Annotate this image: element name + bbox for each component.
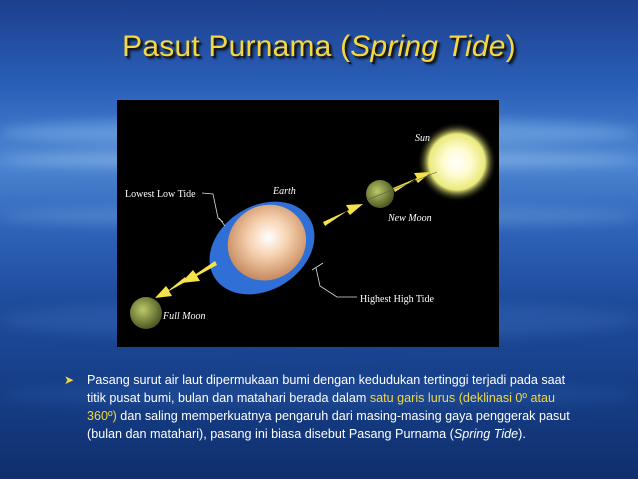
highlighted-text: satu garis lurus (deklinasi 0º atau 360º)	[87, 391, 556, 423]
full-moon-icon	[130, 297, 162, 329]
title-text: Pasut Purnama (	[122, 30, 351, 63]
sun-label: Sun	[415, 133, 430, 144]
text-part-1: Pasang surut air laut dipermukaan bumi dengan kedudukan tertinggi terjadi pada saat titik pusat bumi, bulan dan matahari berada dalam	[87, 373, 566, 405]
highest-high-tide-label: Highest High Tide	[360, 294, 434, 305]
earth-icon	[192, 183, 331, 314]
lowest-low-tide-label: Lowest Low Tide	[125, 189, 196, 200]
new-moon-label: New Moon	[388, 213, 432, 224]
earth-label: Earth	[273, 186, 296, 197]
tide-marker	[312, 263, 323, 270]
paragraph-text	[87, 371, 578, 443]
slide-title	[0, 30, 638, 64]
text-part-2: dan saling memperkuatnya pengaruh dari masing-masing gaya penggerak pasut (bulan dan matahari), pasang ini biasa disebut Pasang Purnama (	[87, 409, 570, 441]
text-part-3: ).	[518, 427, 526, 441]
title-close: )	[505, 30, 516, 63]
tide-marker	[219, 218, 225, 226]
full-moon-label: Full Moon	[163, 311, 206, 322]
arrow-icon	[155, 261, 217, 298]
body-paragraph	[66, 371, 578, 443]
lowest-low-tide-leader	[202, 193, 223, 222]
new-moon-icon	[366, 180, 394, 208]
highest-high-tide-leader	[316, 268, 357, 297]
arrow-bullet-icon: ➤	[64, 373, 75, 387]
italic-text: Spring Tide	[453, 427, 519, 441]
spring-tide-diagram	[117, 100, 499, 347]
title-italic: Spring Tide	[350, 30, 506, 63]
